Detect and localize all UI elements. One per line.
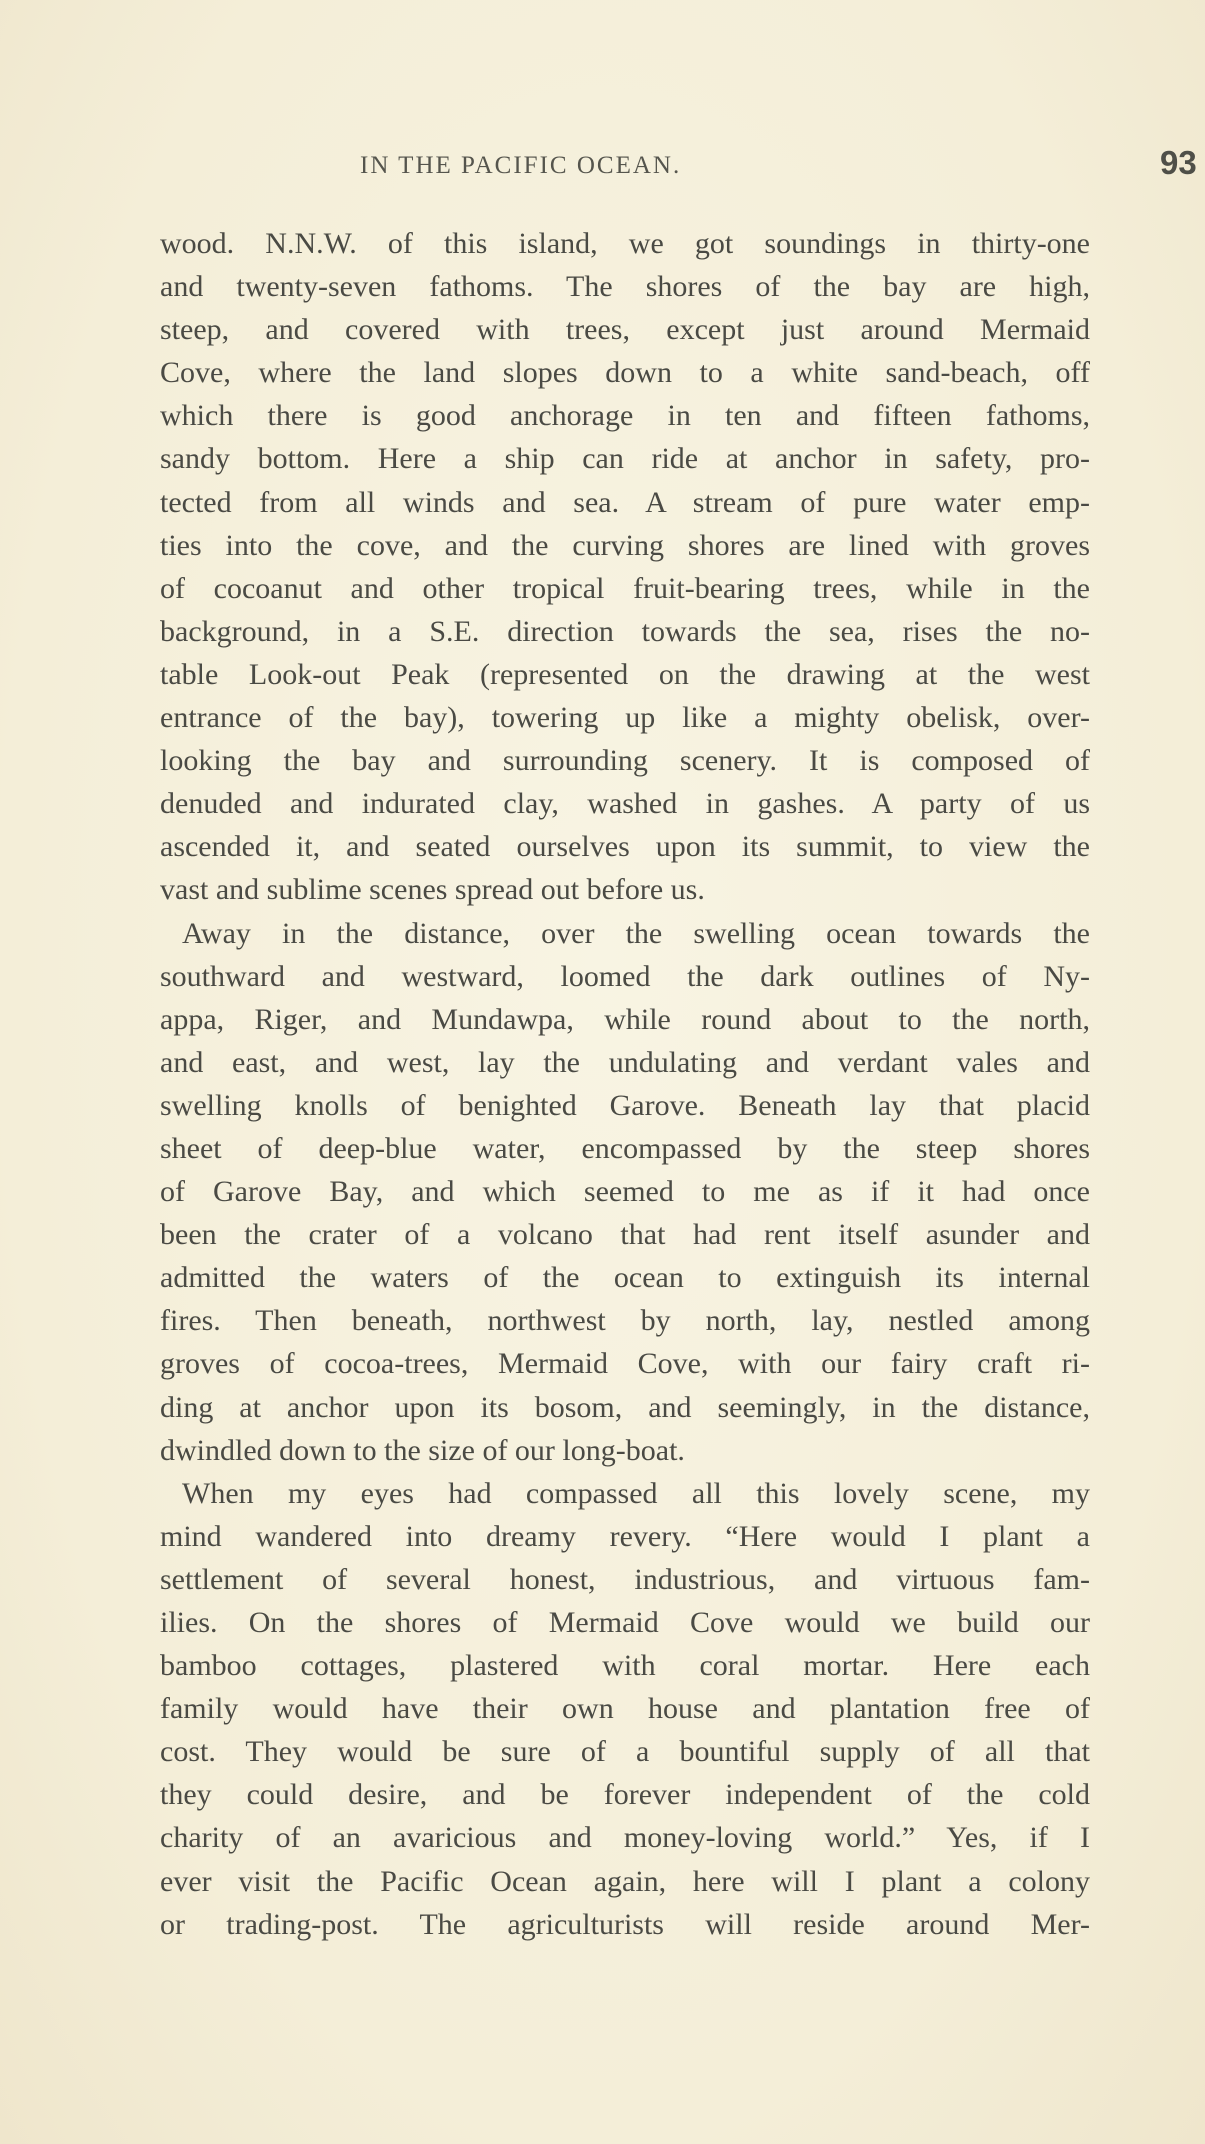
- text-line: or trading-post. The agriculturists will reside around Mer-: [160, 1907, 1090, 1941]
- paragraph-1: [160, 222, 1090, 912]
- text-line: looking the bay and surrounding scenery. It is composed of: [160, 744, 1090, 778]
- text-line: been the crater of a volcano that had rent itself asunder and: [160, 1218, 1090, 1252]
- text-line: ever visit the Pacific Ocean again, here will I plant a colony: [160, 1864, 1090, 1898]
- text-line: ilies. On the shores of Mermaid Cove would we build our: [160, 1606, 1090, 1639]
- text-line: cost. They would be sure of a bountiful supply of all that: [160, 1735, 1090, 1769]
- text-line: fires. Then beneath, northwest by north, lay, nestled among: [160, 1304, 1090, 1338]
- text-line: denuded and indurated clay, washed in gashes. A party of us: [160, 787, 1090, 821]
- running-head: IN THE PACIFIC OCEAN.: [360, 152, 682, 179]
- paragraph-3: [160, 1472, 1090, 1946]
- text-line: of Garove Bay, and which seemed to me as if it had once: [160, 1175, 1090, 1209]
- text-line: and twenty-seven fathoms. The shores of the bay are high,: [160, 270, 1090, 304]
- text-line: entrance of the bay), towering up like a mighty obelisk, over-: [160, 701, 1090, 735]
- text-line: tected from all winds and sea. A stream of pure water emp-: [160, 485, 1090, 519]
- text-line: appa, Riger, and Mundawpa, while round about to the north,: [160, 1002, 1090, 1036]
- text-line: dwindled down to the size of our long-boat.: [160, 1433, 685, 1467]
- paragraph-2: [160, 912, 1090, 1472]
- text-line: admitted the waters of the ocean to extinguish its internal: [160, 1261, 1090, 1295]
- text-line: which there is good anchorage in ten and fifteen fathoms,: [160, 399, 1090, 433]
- text-line: mind wandered into dreamy revery. “Here would I plant a: [160, 1519, 1090, 1553]
- text-line: steep, and covered with trees, except just around Mermaid: [160, 313, 1090, 347]
- text-line: swelling knolls of benighted Garove. Beneath lay that placid: [160, 1088, 1090, 1122]
- body-text: [160, 222, 1090, 1946]
- page-number: 93: [1160, 144, 1197, 181]
- text-line: of cocoanut and other tropical fruit-bearing trees, while in the: [160, 571, 1090, 605]
- text-line: vast and sublime scenes spread out before us.: [160, 873, 705, 907]
- text-line: ties into the cove, and the curving shores are lined with groves: [160, 528, 1090, 562]
- text-line: they could desire, and be forever independent of the cold: [160, 1778, 1090, 1812]
- text-line: background, in a S.E. direction towards the sea, rises the no-: [160, 614, 1090, 648]
- text-line: charity of an avaricious and money-loving world.” Yes, if I: [160, 1821, 1090, 1855]
- text-line: family would have their own house and plantation free of: [160, 1692, 1090, 1726]
- text-line: sheet of deep-blue water, encompassed by the steep shores: [160, 1131, 1090, 1165]
- text-line: When my eyes had compassed all this lovely scene, my: [182, 1476, 1090, 1510]
- text-line: bamboo cottages, plastered with coral mortar. Here each: [160, 1649, 1090, 1683]
- text-line: ascended it, and seated ourselves upon its summit, to view the: [160, 830, 1090, 864]
- text-line: Cove, where the land slopes down to a white sand-beach, off: [160, 356, 1090, 390]
- text-line: table Look-out Peak (represented on the drawing at the west: [160, 657, 1090, 691]
- text-line: wood. N.N.W. of this island, we got soundings in thirty-one: [160, 227, 1090, 260]
- text-line: sandy bottom. Here a ship can ride at anchor in safety, pro-: [160, 442, 1090, 476]
- text-line: and east, and west, lay the undulating and verdant vales and: [160, 1045, 1090, 1079]
- text-line: ding at anchor upon its bosom, and seemingly, in the distance,: [160, 1390, 1090, 1424]
- page-header: [160, 144, 1197, 190]
- text-line: settlement of several honest, industrious, and virtuous fam-: [160, 1562, 1090, 1596]
- text-line: groves of cocoa-trees, Mermaid Cove, with our fairy craft ri-: [160, 1347, 1090, 1381]
- text-line: southward and westward, loomed the dark outlines of Ny-: [160, 959, 1090, 993]
- text-line: Away in the distance, over the swelling ocean towards the: [182, 916, 1090, 950]
